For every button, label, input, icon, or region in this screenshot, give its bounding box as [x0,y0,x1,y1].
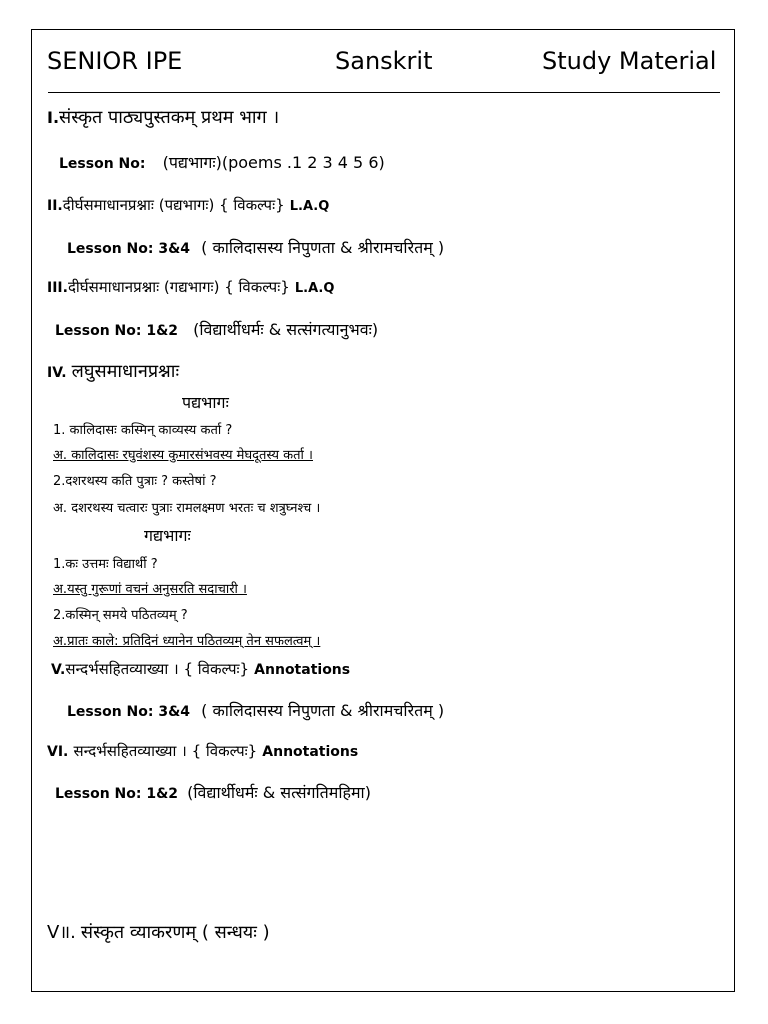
section-2-lesson-label: Lesson No: 3&4 [67,241,191,257]
section-5-lesson [67,699,444,721]
section-2-tag: L.A.Q [289,199,330,214]
section-7-title: संस्कृत व्याकरणम् ( सन्धयः ) [80,922,270,943]
section-3-tag: L.A.Q [294,281,335,296]
section-2-title: दीर्घसमाधानप्रश्नाः (पद्यभागः) { विकल्पः} [62,196,285,214]
section-4-subheading-poetry: पद्यभागः [182,393,229,412]
section-1-lesson-label: Lesson No: [59,156,146,172]
section-6-lesson [55,781,371,803]
section-5-lesson-label: Lesson No: 3&4 [67,704,191,720]
header-left: SENIOR IPE [47,47,183,75]
section-6-heading [47,741,358,761]
section-2-lesson-value: ( कालिदासस्य निपुणता & श्रीरामचरितम् ) [201,238,445,257]
section-4-subheading-prose: गद्यभागः [144,526,191,545]
list-item: अ. दशरथस्य चत्वारः पुत्राः रामलक्ष्मण भरतः च शत्रुघ्नश्च । [53,501,321,516]
section-3-lesson-value: (विद्यार्थीधर्मः & सत्संगत्यानुभवः) [193,320,379,339]
section-1-title: संस्कृत पाठ्यपुस्तकम् प्रथम भाग । [59,107,280,128]
section-1-lesson-value: (पद्यभागः)(poems .1 2 3 4 5 6) [162,153,385,172]
section-5-heading [51,659,350,679]
section-4-heading [47,359,179,383]
list-item: 1. कालिदासः कस्मिन् काव्यस्य कर्ता ? [53,423,233,438]
section-7-heading [47,920,270,944]
header-divider [48,92,720,93]
section-1-heading [47,105,279,129]
section-5-tag: Annotations [254,662,351,678]
section-5-number: V. [51,662,66,678]
section-2-lesson [67,236,444,258]
section-6-lesson-label: Lesson No: 1&2 [55,786,179,802]
section-7-number: V॥. [47,922,76,943]
list-item: अ.यस्तु गुरूणां वचनं अनुसरति सदाचारी । [53,582,247,597]
section-3-lesson-label: Lesson No: 1&2 [55,323,179,339]
list-item: 1.कः उत्तमः विद्यार्थी ? [53,557,158,572]
document-page [31,29,735,992]
section-4-number: IV. [47,365,67,381]
section-3-title: दीर्घसमाधानप्रश्नाः (गद्यभागः) { विकल्पः} [67,278,290,296]
section-1-lesson [59,151,385,173]
section-3-lesson [55,318,378,340]
section-1-number: I. [47,108,60,127]
section-2-heading [47,195,329,215]
section-5-lesson-value: ( कालिदासस्य निपुणता & श्रीरामचरितम् ) [201,701,445,720]
section-2-number: II. [47,198,63,214]
list-item: 2.दशरथस्य कति पुत्राः ? कस्तेषां ? [53,474,217,489]
section-4-title: लघुसमाधानप्रश्नाः [71,361,180,382]
section-6-lesson-value: (विद्यार्थीधर्मः & सत्संगतिमहिमा) [187,783,371,802]
list-item: अ.प्रातः काले: प्रतिदिनं ध्यानेन पठितव्यम् तेन सफलत्वम् । [53,634,321,649]
section-3-heading [47,277,334,297]
section-6-title: सन्दर्भसहितव्याख्या । { विकल्पः} [73,742,258,760]
header-center: Sanskrit [335,47,433,75]
section-6-number: VI. [47,744,69,760]
section-3-number: III. [47,280,68,296]
section-6-tag: Annotations [262,744,359,760]
header-right: Study Material [542,47,717,75]
section-5-title: सन्दर्भसहितव्याख्या । { विकल्पः} [65,660,250,678]
list-item: अ. कालिदासः रघुवंशस्य कुमारसंभवस्य मेघदूतस्य कर्ता । [53,448,313,463]
list-item: 2.कस्मिन् समये पठितव्यम् ? [53,608,188,623]
